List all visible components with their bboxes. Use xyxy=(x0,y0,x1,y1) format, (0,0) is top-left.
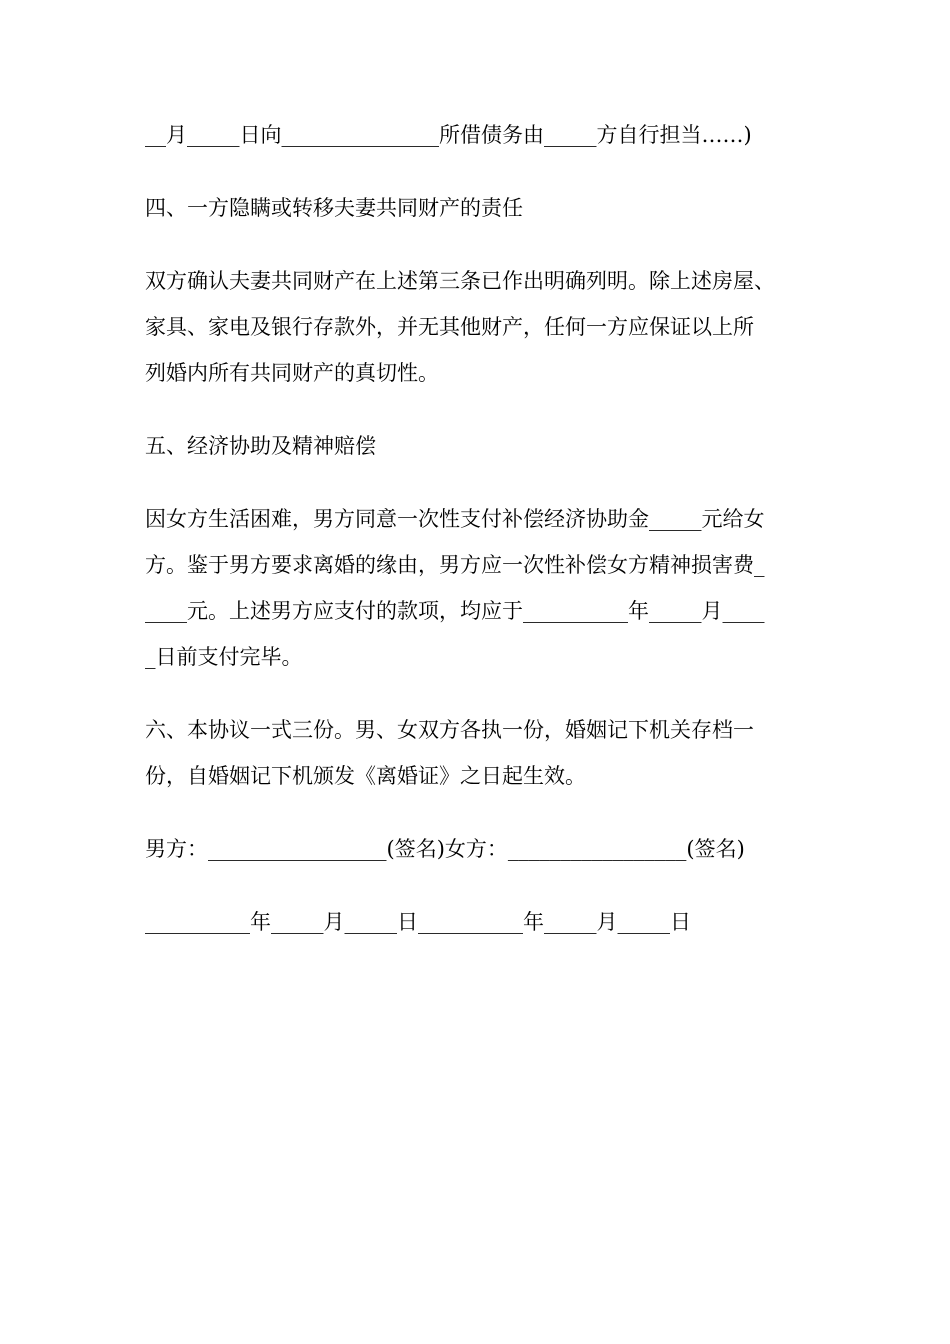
paragraph-spacing xyxy=(145,396,810,423)
paragraph-spacing xyxy=(145,158,810,185)
section-5-body-line-3: ____元。上述男方应支付的款项，均应于__________年_____月____ xyxy=(145,599,765,623)
section-4-body-line-2: 家具、家电及银行存款外，并无其他财产，任何一方应保证以上所 xyxy=(145,315,754,339)
signature-line: 男方：_________________(签名)女方：_________________(签名) xyxy=(145,837,745,861)
section-5-body-line-2: 方。鉴于男方要求离婚的缘由，男方应一次性补偿女方精神损害费_ xyxy=(145,553,765,577)
section-6-line-2: 份，自婚姻记下机颁发《离婚证》之日起生效。 xyxy=(145,764,586,788)
paragraph-spacing xyxy=(145,231,810,258)
document-body xyxy=(145,112,810,945)
section-5-body-line-1: 因女方生活困难，男方同意一次性支付补偿经济协助金_____元给女 xyxy=(145,507,765,531)
paragraph-spacing xyxy=(145,799,810,826)
section-5-body-line-4: _日前支付完毕。 xyxy=(145,645,303,669)
section-5-heading: 五、经济协助及精神赔偿 xyxy=(145,434,376,458)
section-4-body-line-1: 双方确认夫妻共同财产在上述第三条已作出明确列明。除上述房屋、 xyxy=(145,269,775,293)
signature-date-line: __________年_____月_____日__________年_____月_____日 xyxy=(145,910,691,934)
section-4-body-line-3: 列婚内所有共同财产的真切性。 xyxy=(145,361,439,385)
section-4-heading: 四、一方隐瞒或转移夫妻共同财产的责任 xyxy=(145,196,523,220)
paragraph-spacing xyxy=(145,872,810,899)
paragraph-spacing xyxy=(145,469,810,496)
debt-date-line: __月_____日向_______________所借债务由_____方自行担当……) xyxy=(145,123,752,147)
paragraph-spacing xyxy=(145,680,810,707)
section-6-line-1: 六、本协议一式三份。男、女双方各执一份，婚姻记下机关存档一 xyxy=(145,718,754,742)
